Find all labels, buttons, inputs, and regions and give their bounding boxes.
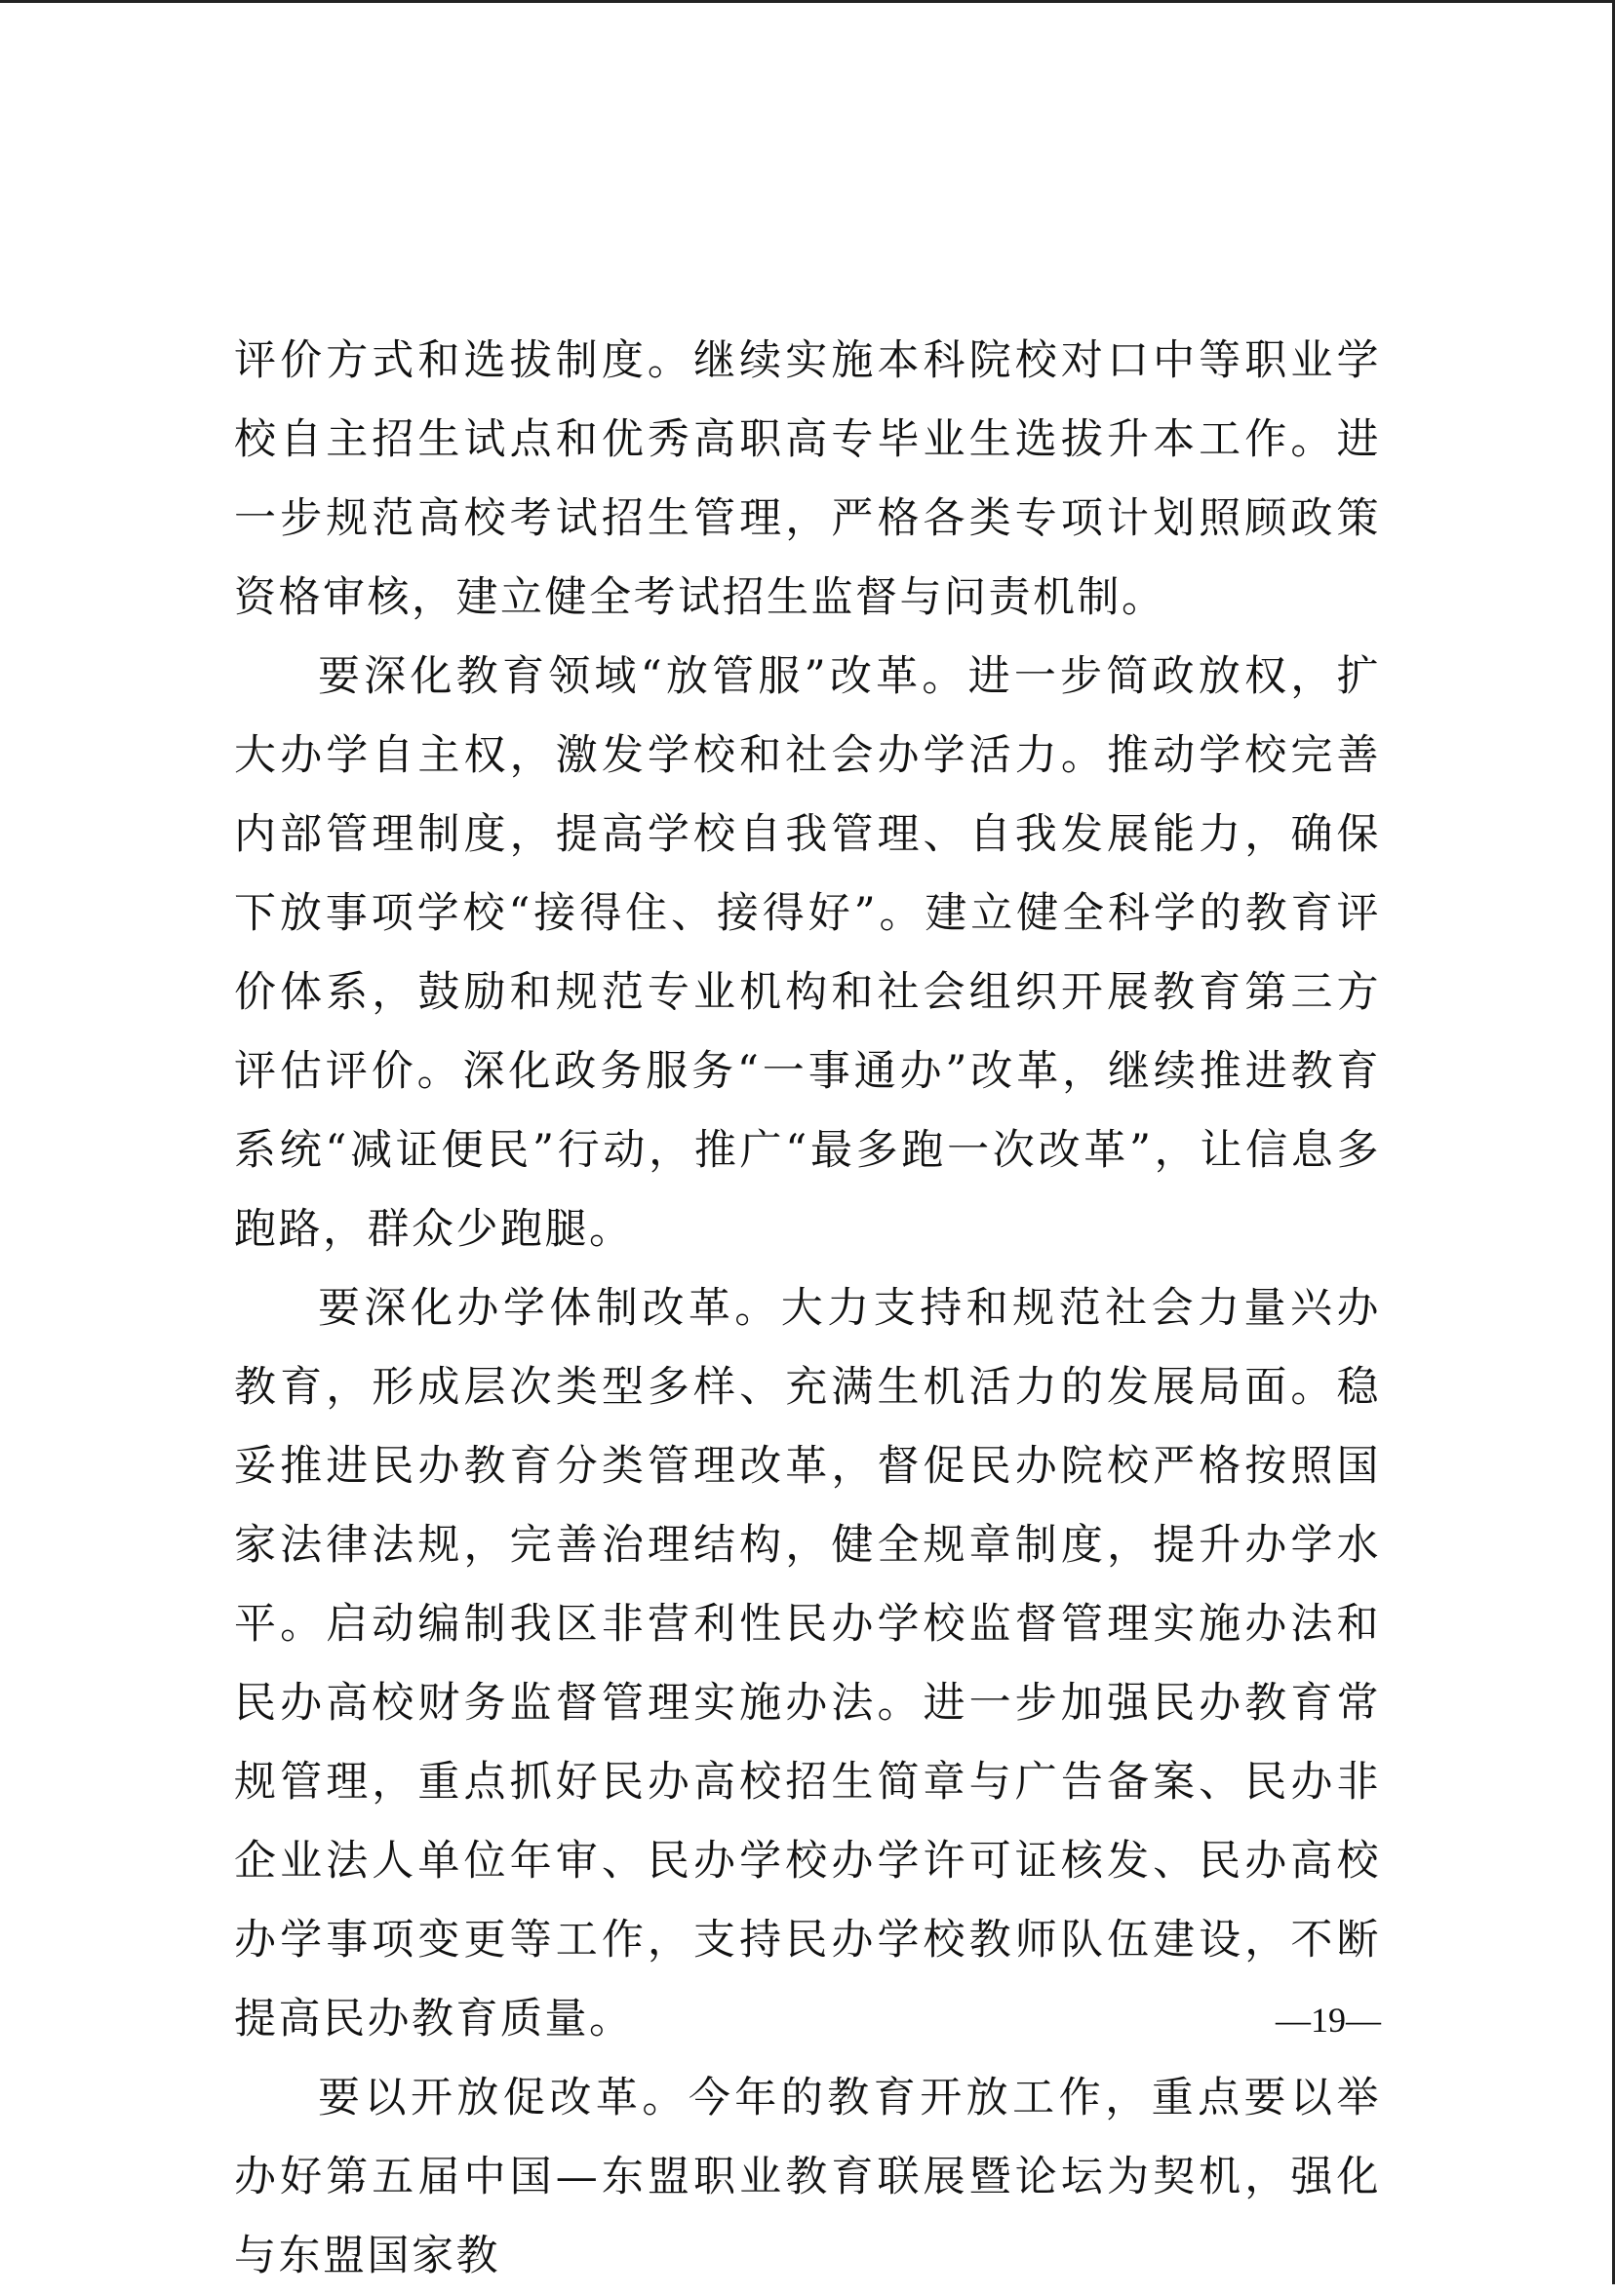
page-number: —19—	[1276, 2001, 1381, 2040]
paragraph-school-system-reform: 要深化办学体制改革。大力支持和规范社会力量兴办教育，形成层次类型多样、充满生机活力的发展局面。稳妥推进民办教育分类管理改革，督促民办院校严格按照国家法律法规，完善治理结构，健全规章制度，提升办学水平。启动编制我区非营利性民办学校监督管理实施办法和民办高校财务监督管理实施办法。进一步加强民办教育常规管理，重点抓好民办高校招生简章与广告备案、民办非企业法人单位年审、民办学校办学许可证核发、民办高校办学事项变更等工作，支持民办学校教师队伍建设，不断提高民办教育质量。	[234, 1284, 1381, 2043]
document-body	[234, 322, 1381, 2296]
paragraph-admission-reform: 评价方式和选拔制度。继续实施本科院校对口中等职业学校自主招生试点和优秀高职高专毕业生选拔升本工作。进一步规范高校考试招生管理，严格各类专项计划照顾政策资格审核，建立健全考试招生监督与问责机制。	[234, 336, 1381, 622]
paragraph-fangguanfu-reform: 要深化教育领域“放管服”改革。进一步简政放权，扩大办学自主权，激发学校和社会办学活力。推动学校完善内部管理制度，提高学校自我管理、自我发展能力，确保下放事项学校“接得住、接得好”。建立健全科学的教育评价体系，鼓励和规范专业机构和社会组织开展教育第三方评估评价。深化政务服务“一事通办”改革，继续推进教育系统“减证便民”行动，推广“最多跑一次改革”，让信息多跑路，群众少跑腿。	[234, 652, 1381, 1254]
scan-border-top	[0, 0, 1615, 3]
paragraph-opening-up-reform: 要以开放促改革。今年的教育开放工作，重点要以举办好第五届中国—东盟职业教育联展暨论坛为契机，强化与东盟国家教	[234, 2074, 1381, 2280]
